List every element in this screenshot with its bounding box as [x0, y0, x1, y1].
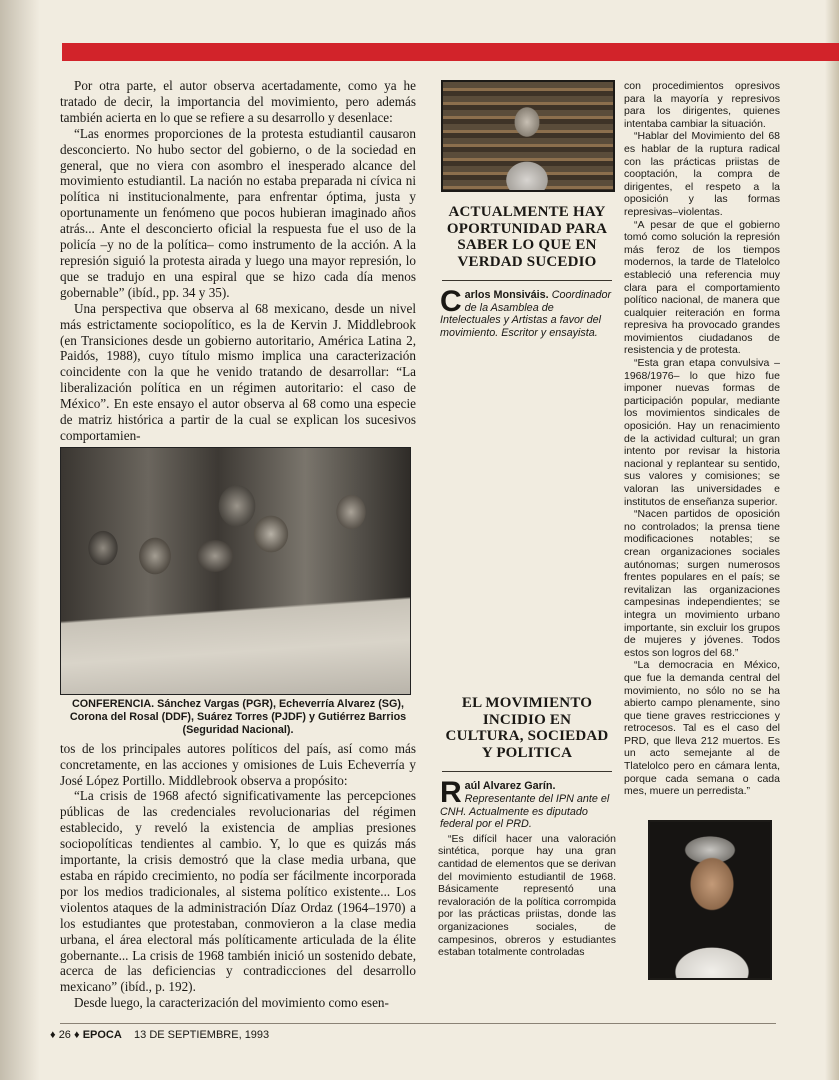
interview-paragraph: “Hablar del Movimiento del 68 es hablar de la ruptura radical con las prácticas priistas de cooptación, la compra de dirigentes, el respeto a la oposición y las formas represivas–violentas.	[624, 130, 780, 218]
right-column	[624, 80, 780, 980]
interview-paragraph: “A pesar de que el gobierno tomó como solución la represión más feroz de los tiempos modernos, la tarde de Tlatelolco estableció una referencia muy clara para el comportamiento político nacional, de manera que cualquier reiteración en forma represiva ha provocado grandes movimientos ciudadanos de resistencia y de protesta.	[624, 218, 780, 357]
divider	[442, 771, 612, 772]
interview-paragraph: “Esta gran etapa convulsiva –1968/1976– lo que hizo fue imponer nuevas formas de participación popular, mediante los movimientos sindicales de oposición. Hay un renacimiento de la actividad cultural; un gran intento por revisar la historia nacional y replantear su sentido, sus valores y comisiones; se valoran las universidades e institutos de enseñanza superior.	[624, 357, 780, 508]
author-name: aúl Alvarez Garín.	[464, 780, 556, 793]
monsivais-portrait	[441, 80, 615, 192]
left-column	[60, 78, 416, 1011]
alvarez-portrait	[648, 820, 772, 980]
footer-rule	[60, 1023, 776, 1024]
page-edge	[825, 0, 839, 1080]
author-description: Representante del IPN ante el CNH. Actualmente es diputado federal por el PRD.	[440, 792, 610, 831]
middle-column	[438, 80, 616, 959]
headline-monsivais: ACTUALMENTE HAY OPORTUNIDAD PARA SABER LO QUE EN VERDAD SUCEDIO	[446, 204, 608, 270]
author-name: arlos Monsiváis.	[464, 289, 549, 301]
binding-shadow	[0, 0, 40, 1080]
article-paragraph: Por otra parte, el autor observa acertadamente, como ya he tratado de decir, la importancia del movimiento, pero además también acierta en lo que se refiere a su desarrollo y desenlace:	[60, 78, 416, 125]
divider	[442, 280, 612, 281]
page-number: 26	[58, 1029, 71, 1041]
article-paragraph: “La crisis de 1968 afectó significativamente las percepciones públicas de las credenciales revolucionarias del régimen establecido, y reveló la existencia de amplias presiones sociopolíticas tendientes al cambio. Y, lo que es quizás más importante, la crisis demostró que la clase media urbana, que estaba en rápido crecimiento, no podía ser fácilmente incorporada por los medios tradicionales, al sistema político existente... Los violentos ataques de la administración Díaz Ordaz (1964–1970) a los estudiantes que protestaban, conmovieron a la clase media urbana, el área electoral más políticamente articulada de la élite gobernante... La crisis de 1968 también inició un sostenido debate, acerca de las deficiencias y contradicciones del desarrollo mexicano” (ibíd., p. 192).	[60, 788, 416, 995]
article-paragraph: tos de los principales autores políticos del país, así como más concretamente, en las acciones y omisiones de Luis Echeverría y José López Portillo. Middlebrook observa a propósito:	[60, 740, 416, 788]
page-footer	[50, 1029, 269, 1041]
interview-paragraph: “Nacen partidos de oposición no controlados; la prensa tiene modificaciones notables; se crean organizaciones sociales autónomas; surgen numerosos frentes populares en el país; se revitalizan las organizaciones campesinas independientes; se integra un movimiento urbano importante, sin excluir los grupos de mujeres y jóvenes. Todos estos son logros del 68.”	[624, 508, 780, 659]
diamond-icon: ♦	[50, 1029, 56, 1041]
drop-cap: C	[440, 285, 462, 318]
diamond-icon: ♦	[74, 1029, 80, 1041]
byline-monsivais	[440, 285, 614, 339]
drop-cap: R	[440, 776, 462, 810]
conference-photo	[60, 447, 411, 695]
photo-caption: CONFERENCIA. Sánchez Vargas (PGR), Echeverría Alvarez (SG), Corona del Rosal (DDF), Suárez Torres (PJDF) y Gutiérrez Barrios (Seguridad Nacional).	[69, 697, 407, 737]
section-red-bar	[62, 43, 839, 61]
magazine-name: EPOCA	[82, 1029, 122, 1041]
issue-date: 13 DE SEPTIEMBRE, 1993	[134, 1029, 270, 1041]
article-paragraph: Una perspectiva que observa al 68 mexicano, desde un nivel más estrictamente sociopolítico, es la de Kervin J. Middlebrook (en Transiciones desde un gobierno autoritario, América Latina 2, Paidós, 1988), cuyo título mismo implica una caracterización coincidente con la que he venido tratando de desarrollar: “La liberalización política en un régimen autoritario: el caso de México”. En este ensayo el autor observa al 68 como una especie de matriz histórica a partir de la cual se explican los sucesivos comportamien-	[60, 300, 416, 443]
article-paragraph: “Las enormes proporciones de la protesta estudiantil causaron desconcierto. No hubo sector del gobierno, o de la sociedad en general, que no viera con asombro el inesperado alcance del movimiento estudiantil. La nación no estaba preparada ni cívica ni política ni institucionalmente, para enfrentar óptima, justa y oportunamente un fenómeno que pocos hubieran imaginado años atrás... Ante el desconcierto oficial la respuesta fue el uso de la policía –y no de la política– como instrumento de la acción. A la represión siguió la protesta airada y luego una mayor represión, lo que se tradujo en una espiral que se hizo cada día menos gobernable” (ibíd., pp. 34 y 35).	[60, 125, 416, 300]
interview-paragraph: con procedimientos opresivos para la mayoría y represivos para los dirigentes, quienes intentaba cambiar la situación.	[624, 80, 780, 130]
byline-alvarez	[440, 776, 614, 831]
interview-paragraph: “La democracia en México, que fue la demanda central del movimiento, no sólo no se ha abierto campo plenamente, sino que tiene graves restricciones y retrocesos. Tal es el caso del PRD, que lleva 212 muertos. Es un acto semejante al de Tlatelolco pero en cámara lenta, porque cada semana o cada mes, muere un perredista.”	[624, 659, 780, 798]
column-spacer	[438, 339, 616, 695]
headline-alvarez: EL MOVIMIENTO INCIDIO EN CULTURA, SOCIEDAD Y POLITICA	[445, 695, 609, 761]
interview-quote: “Es difícil hacer una valoración sintética, porque hay una gran cantidad de elementos que se derivan del movimiento estudiantil de 1968. Básicamente representó una revaloración de la política corrompida por las prácticas priistas, donde las organizaciones sociales, de campesinos, obreros y estudiantes estaban totalmente controladas	[438, 832, 616, 959]
author-description: Coordinador de la Asamblea de Intelectuales y Artistas a favor del movimiento. Escritor y ensayista.	[440, 289, 612, 339]
article-paragraph: Desde luego, la caracterización del movimiento como esen-	[74, 995, 389, 1011]
